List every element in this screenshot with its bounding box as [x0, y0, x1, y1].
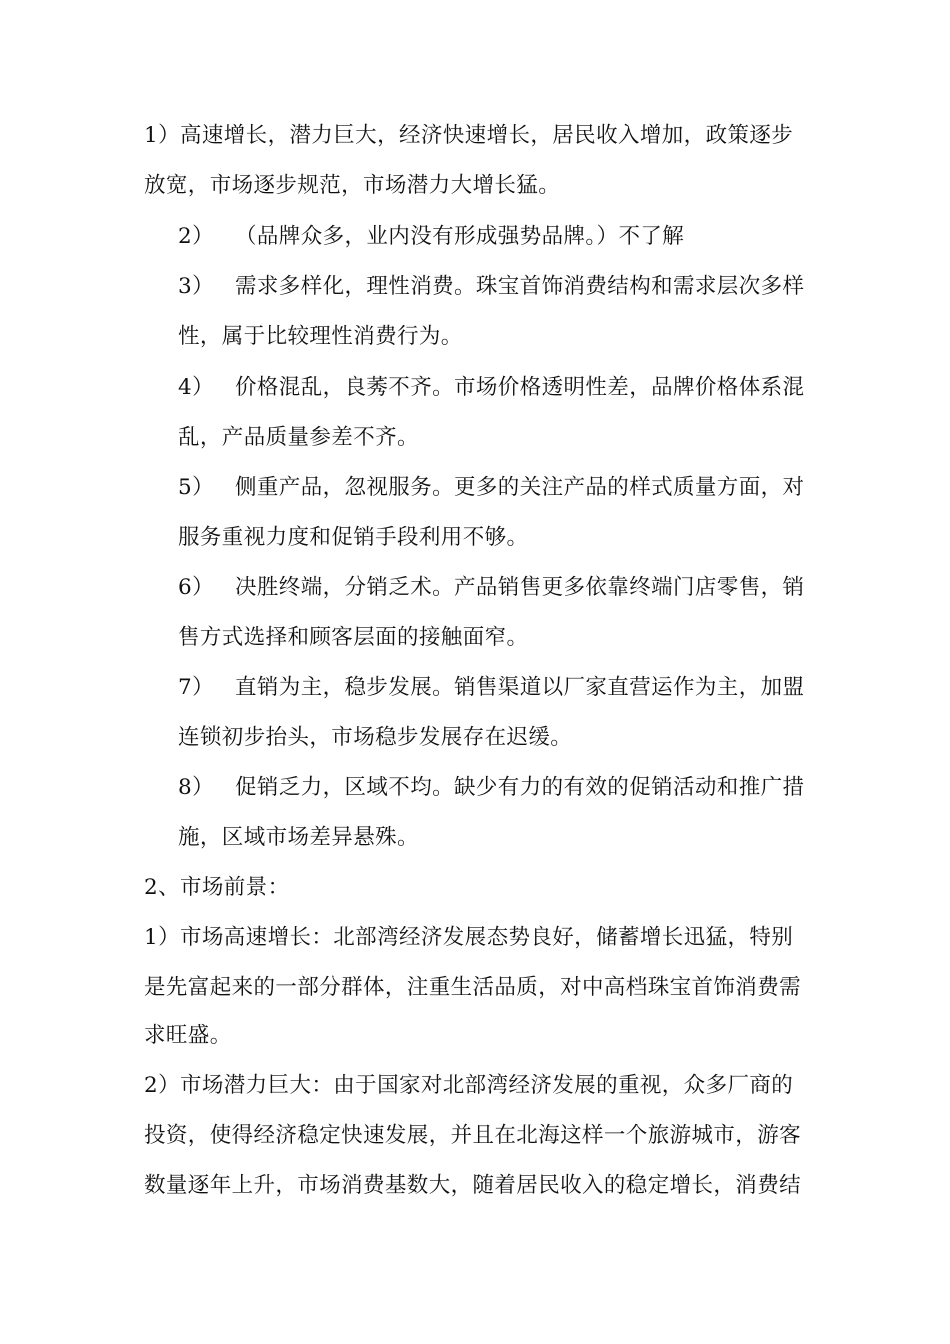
- paragraph-1-line-2: 是先富起来的一部分群体，注重生活品质，对中高档珠宝首饰消费需: [144, 975, 802, 1000]
- list-item-text: 直销为主，稳步发展。销售渠道以厂家直营运作为主，加盟: [235, 675, 805, 700]
- intro-line-1: 1）高速增长，潜力巨大，经济快速增长，居民收入增加，政策逐步: [144, 123, 794, 148]
- paragraph-2-line-3: 数量逐年上升，市场消费基数大，随着居民收入的稳定增长，消费结: [144, 1173, 802, 1198]
- list-item-3: [178, 272, 804, 302]
- list-item-7-continuation: 连锁初步抬头，市场稳步发展存在迟缓。: [178, 725, 573, 750]
- list-item-2: [178, 222, 684, 252]
- list-item-text: 价格混乱，良莠不齐。市场价格透明性差，品牌价格体系混: [235, 375, 805, 400]
- list-item-3-continuation: 性，属于比较理性消费行为。: [178, 324, 463, 349]
- list-item-number: 7）: [178, 675, 214, 700]
- list-item-text: 决胜终端，分销乏术。产品销售更多依靠终端门店零售，销: [235, 575, 805, 600]
- list-item-6: [178, 573, 804, 603]
- list-item-number: 8）: [178, 775, 214, 800]
- list-item-4: [178, 373, 804, 403]
- paragraph-2-line-1: 2）市场潜力巨大：由于国家对北部湾经济发展的重视，众多厂商的: [144, 1073, 794, 1098]
- list-item-5: [178, 473, 804, 503]
- list-item-number: 4）: [178, 375, 214, 400]
- list-item-8-continuation: 施，区域市场差异悬殊。: [178, 825, 419, 850]
- list-item-6-continuation: 售方式选择和顾客层面的接触面窄。: [178, 625, 529, 650]
- paragraph-1-line-1: 1）市场高速增长：北部湾经济发展态势良好，储蓄增长迅猛，特别: [144, 925, 794, 950]
- list-item-number: 5）: [178, 475, 214, 500]
- paragraph-2-line-2: 投资，使得经济稳定快速发展，并且在北海这样一个旅游城市，游客: [144, 1123, 802, 1148]
- list-item-7: [178, 673, 804, 703]
- section-heading: 2、市场前景：: [144, 875, 290, 900]
- intro-line-2: 放宽，市场逐步规范，市场潜力大增长猛。: [144, 173, 561, 198]
- list-item-text: （品牌众多，业内没有形成强势品牌。）不了解: [235, 224, 685, 249]
- paragraph-1-line-3: 求旺盛。: [144, 1023, 232, 1048]
- list-item-text: 需求多样化，理性消费。珠宝首饰消费结构和需求层次多样: [235, 274, 805, 299]
- list-item-4-continuation: 乱，产品质量参差不齐。: [178, 425, 419, 450]
- list-item-number: 6）: [178, 575, 214, 600]
- list-item-8: [178, 773, 804, 803]
- list-item-text: 促销乏力，区域不均。缺少有力的有效的促销活动和推广措: [235, 775, 805, 800]
- list-item-number: 2）: [178, 224, 214, 249]
- list-item-5-continuation: 服务重视力度和促销手段利用不够。: [178, 525, 529, 550]
- list-item-text: 侧重产品，忽视服务。更多的关注产品的样式质量方面，对: [235, 475, 805, 500]
- list-item-number: 3）: [178, 274, 214, 299]
